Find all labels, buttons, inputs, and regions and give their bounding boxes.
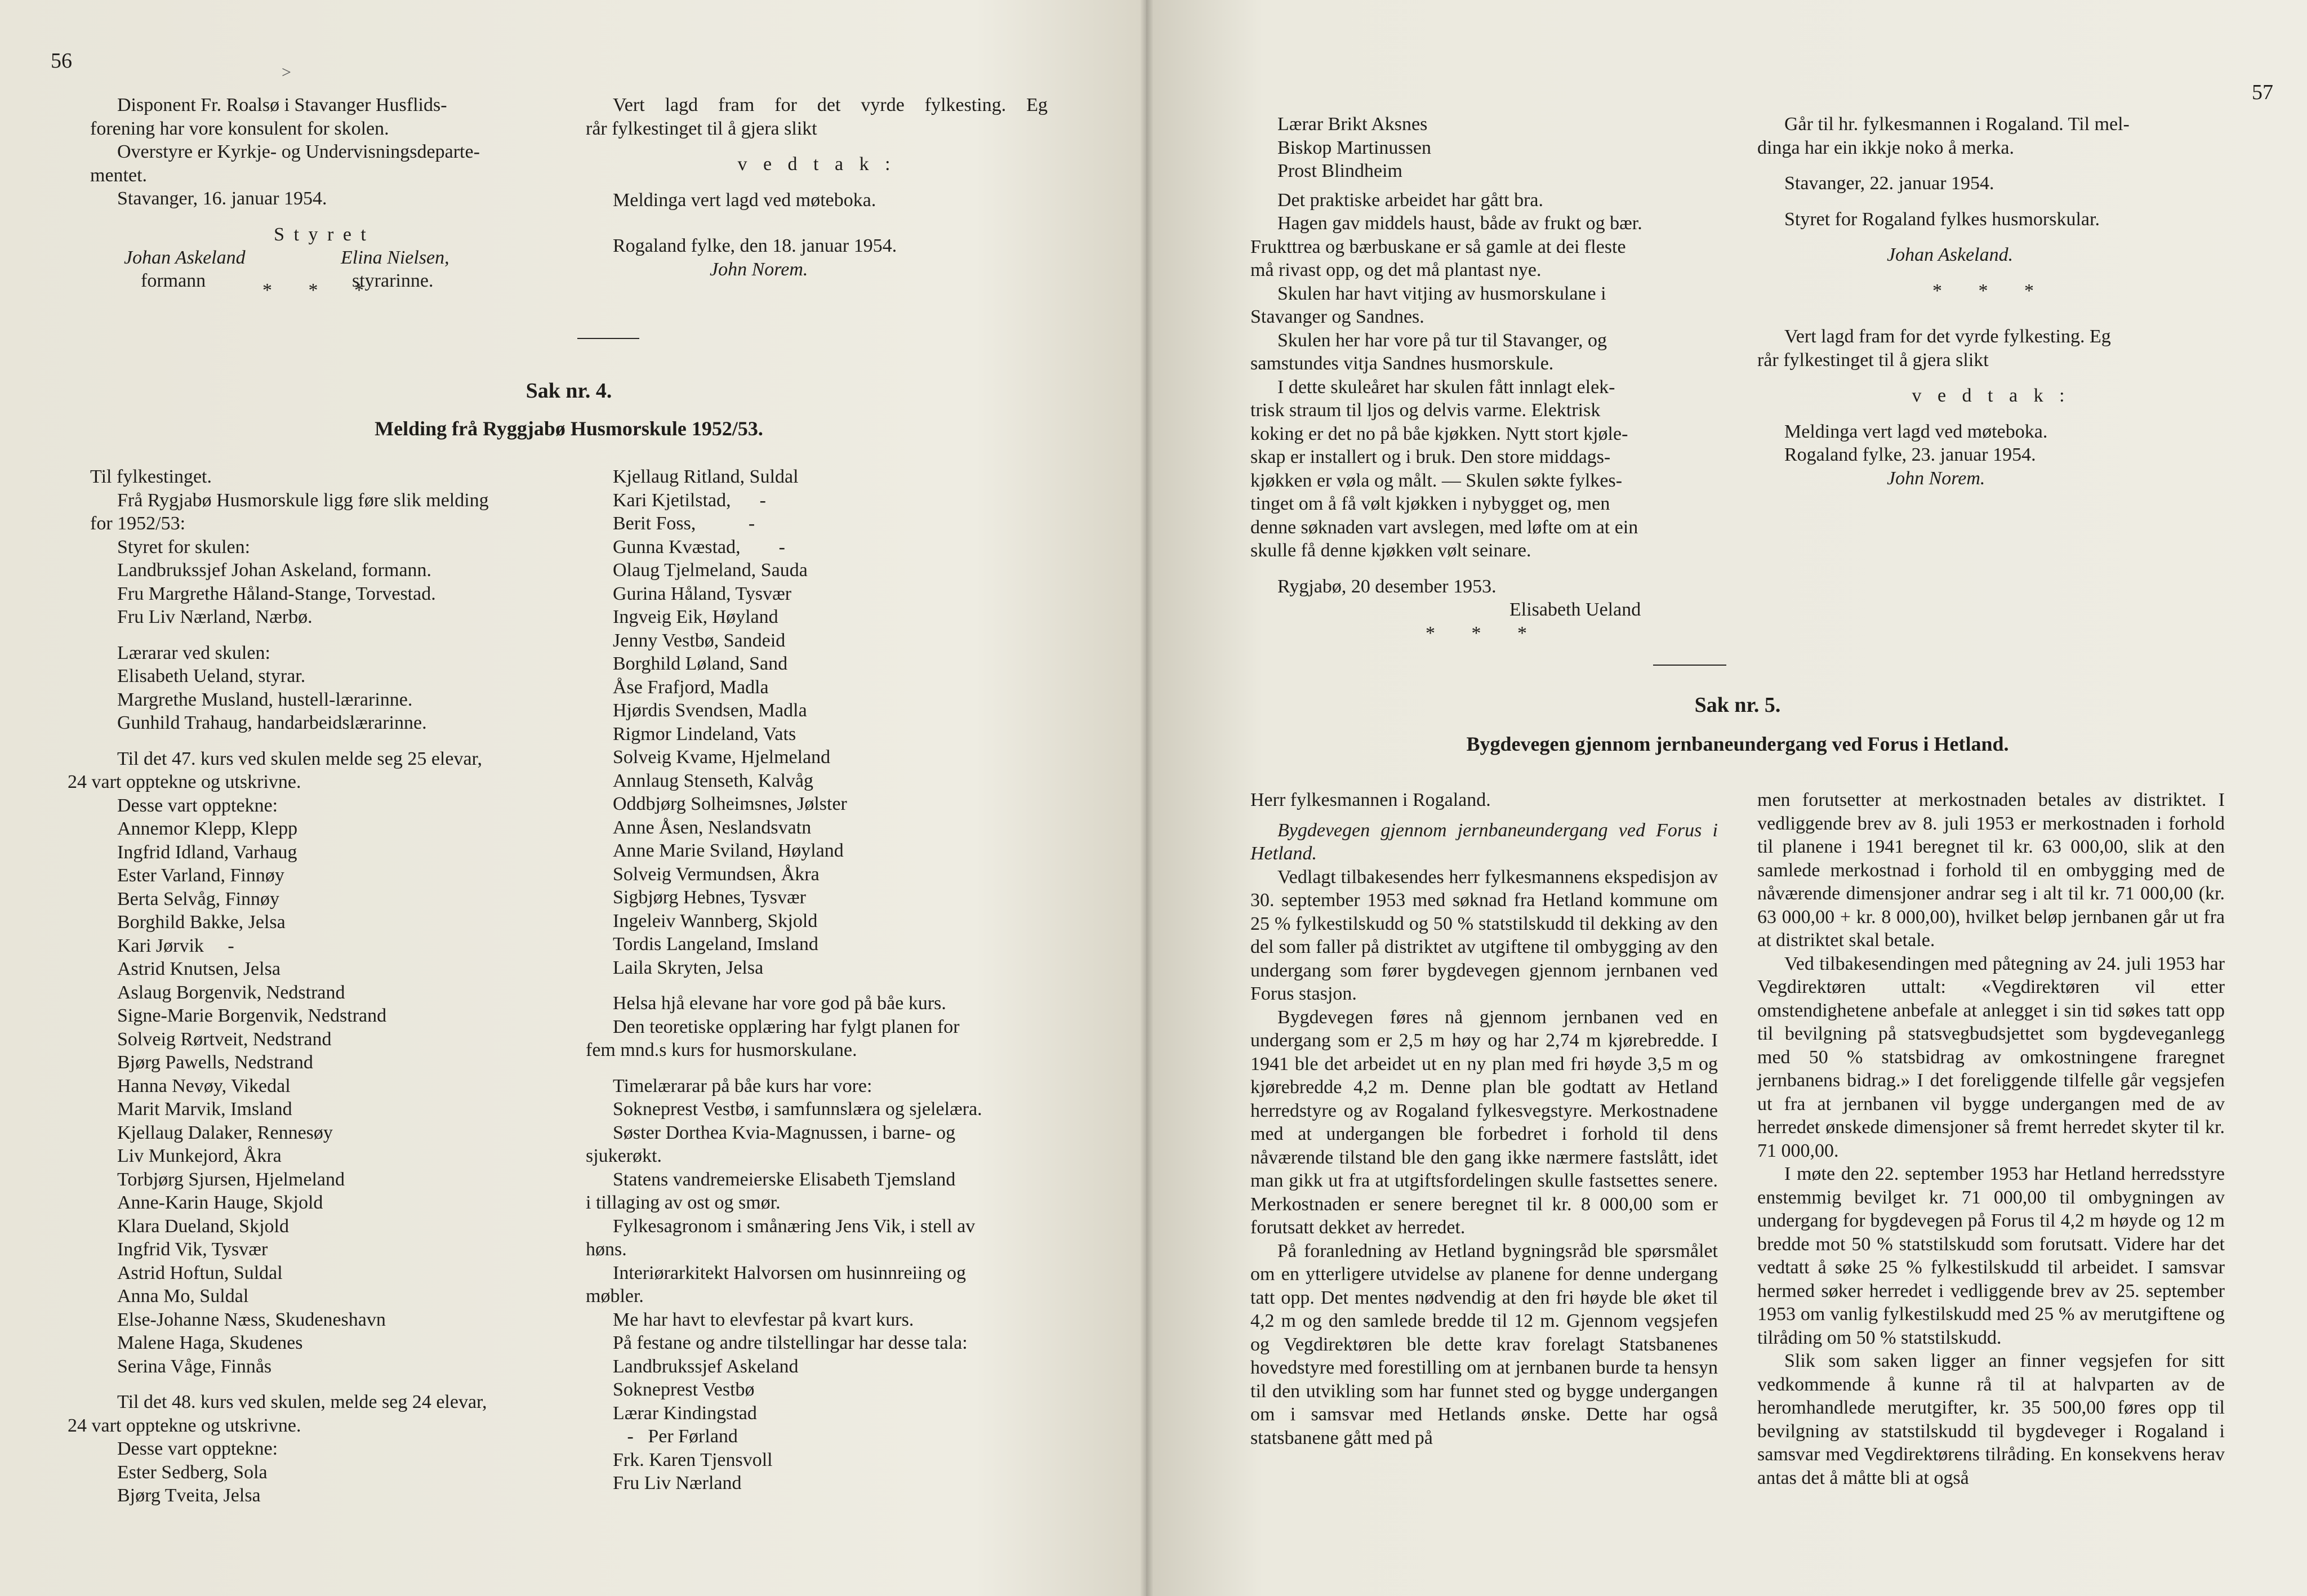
text-line: Interiørarkitekt Halvorsen om husinnreiing og xyxy=(613,1262,966,1283)
text-line: Vert lagd fram for det vyrde fylkesting. Eg xyxy=(1784,326,2111,347)
text-line: forening har vore konsulent for skolen. xyxy=(90,118,389,139)
text-line: for 1952/53: xyxy=(90,513,186,534)
paragraph: Bygdevegen føres nå gjennom jernbanen ved en undergang som er 2,5 m høy og har 2,74 m kjørebredde. I 1941 ble det arbeidet ut en ny plan med fri høyde 3,5 m og kjørebredde 4,2 m. Denne plan ble godtatt av Hetland herredstyre og av Rogaland fylkesvegstyre. Merkostnadene med at undergangen ble forbedret i forhold til dens nåværende tilstand ble den gang ikke nærmere fastslått, idet man gikk ut fra at utgiftsfordelingen skulle fastsettes senere. Merkostnaden er senere beregnet til kr. 8 000,00 som er forutsatt dekket av herredet. xyxy=(1250,1006,1718,1238)
text-line: kjøkken er vøla og målt. — Skulen søkte fylkes- xyxy=(1250,470,1623,491)
list-item: Astrid Hoftun, Suldal xyxy=(117,1262,283,1283)
text-line: 24 vart opptekne og utskrivne. xyxy=(68,772,301,792)
right-col1-body xyxy=(1250,788,1718,1450)
list-item: Solveig Rørtveit, Nedstrand xyxy=(117,1028,332,1050)
list-item: Astrid Knutsen, Jelsa xyxy=(117,959,280,979)
text-line: dinga har ein ikkje noko å merka. xyxy=(1757,137,2015,158)
paragraph: men forutsetter at merkostnaden betales av distriktet. I vedliggende brev av 8. juli 1953 er merkostnaden i forhold til planene i 1941 beregnet til kr. 63 000,00, slik at den samlede merkostnad i forhold til en ombygging med de nåværende dimensjoner andrar seg i alt til kr. 71 000,00 (kr. 63 000,00 + kr. 8 000,00), hvilket beløp jernbanen går ut fra at distriktet skal betale. xyxy=(1757,790,2225,951)
paragraph: På foranledning av Hetland bygningsråd ble spørsmålet om en ytterligere utvidelse av planene for denne undergang tatt opp. Det mentes nødvendig at den fri høyde ble øket til 4,2 m og den samlede bredde til 12 m. Gjennom vegsjefen og Vegdirektøren ble dette krav forelagt Statsbanenes hovedstyre med forestilling om at jernbanen burde ta hensyn til den utvikling som har funnet sted og bygge undergangen om i samsvar med Hetlands ønske. Dette har også statsbanene gått med på xyxy=(1250,1240,1718,1448)
list-item: Biskop Martinussen xyxy=(1277,137,1431,158)
text-line: Timelærarar på båe kurs har vore: xyxy=(613,1075,872,1096)
text-line: skulle få denne kjøkken vølt seinare. xyxy=(1250,540,1531,561)
list-item: Gurina Håland, Tysvær xyxy=(613,583,792,604)
list-item: Berta Selvåg, Finnøy xyxy=(117,888,280,910)
separator-stars: * * * xyxy=(262,280,380,301)
signatory-name: Elisabeth Ueland xyxy=(1509,599,1641,620)
vedtak-label: v e d t a k : xyxy=(737,154,896,175)
text-line: Landbrukssjef Johan Askeland, formann. xyxy=(117,560,432,581)
text-line: Margrethe Musland, hustell-lærarinne. xyxy=(117,689,413,710)
list-item: Olaug Tjelmeland, Sauda xyxy=(613,560,808,581)
separator-stars: * * * xyxy=(1426,622,1543,644)
list-item: Kari Kjetilstad, - xyxy=(613,489,766,511)
date-line: Rogaland fylke, den 18. januar 1954. xyxy=(613,235,897,256)
text-line: 24 vart opptekne og utskrivne. xyxy=(68,1415,301,1436)
text-line: høns. xyxy=(586,1239,627,1260)
sak-title: Bygdevegen gjennom jernbaneundergang ved Forus i Hetland. xyxy=(1466,733,2009,755)
text-line: Frå Rygjabø Husmorskule ligg føre slik melding xyxy=(117,489,489,511)
list-item: Borghild Bakke, Jelsa xyxy=(117,912,286,933)
list-item: Else-Johanne Næss, Skudeneshavn xyxy=(117,1309,386,1330)
text-line: Går til hr. fylkesmannen i Rogaland. Til mel- xyxy=(1784,114,2130,135)
text-line: Hagen gav middels haust, både av frukt og bær. xyxy=(1277,213,1642,234)
text-line: Til det 47. kurs ved skulen melde seg 25 elevar, xyxy=(117,748,482,769)
list-item: Liv Munkejord, Åkra xyxy=(117,1145,282,1166)
left-page xyxy=(0,0,1146,1596)
text-line: Gunhild Trahaug, handarbeidslærarinne. xyxy=(117,712,427,733)
pencil-mark: > xyxy=(282,63,291,82)
list-item: Fru Liv Nærland xyxy=(613,1473,742,1494)
text-line: Elisabeth Ueland, styrar. xyxy=(117,666,306,686)
text-line: rår fylkestinget til å gjera slikt xyxy=(586,118,817,139)
list-item: Ingfrid Idland, Varhaug xyxy=(117,841,297,863)
paragraph: Vedlagt tilbakesendes herr fylkesmannens ekspedisjon av 30. september 1953 med søknad fra Hetland kommune om 25 % fylkestilskudd og 50 % statstilskudd til dekking av den del som faller på distriktet av utgiftene til ombygging av den undergang som fører bygdevegen gjennom jernbanen ved Forus stasjon. xyxy=(1250,866,1718,1004)
list-item: Sokneprest Vestbø xyxy=(613,1379,755,1400)
list-item: Sigbjørg Hebnes, Tysvær xyxy=(613,887,806,908)
paragraph: I møte den 22. september 1953 har Hetland herredsstyre enstemmig bevilget kr. 71 000,00 til ombygningen av undergang for bygdevegen på Forus til 4,2 m høyde og 12 m bredde mot 50 % statstilskudd som forutsatt. Videre har det vedtatt å søke 25 % fylkestilskudd til arbeidet. I samsvar hermed søker herredet i vedliggende brev av 25. september 1953 om vanlig fylkestilskudd med 25 % av merutgiftene og tilråding om 50 % statstilskudd. xyxy=(1757,1163,2225,1348)
list-item: Lærar Brikt Aksnes xyxy=(1277,114,1428,135)
list-item: Annemor Klepp, Klepp xyxy=(117,818,298,839)
text-line: samstundes vitja Sandnes husmorskule. xyxy=(1250,353,1554,374)
date-line: Stavanger, 22. januar 1954. xyxy=(1784,173,1994,194)
text-line: sjukerøkt. xyxy=(586,1145,662,1166)
list-item: Solveig Kvame, Hjelmeland xyxy=(613,747,831,768)
text-line: Fru Margrethe Håland-Stange, Torvestad. xyxy=(117,583,436,604)
list-item: Serina Våge, Finnås xyxy=(117,1356,272,1377)
sak-title: Melding frå Ryggjabø Husmorskule 1952/53. xyxy=(375,417,763,440)
text-line: Me har havt to elevfestar på kvart kurs. xyxy=(613,1309,914,1330)
text-line: Styret for skulen: xyxy=(117,536,251,558)
paragraph: Ved tilbakesendingen med påtegning av 24. juli 1953 har Vegdirektøren uttalt: «Vegdirektøren vil etter omstendighetene anbefale at anlegget i sin tid søkes tatt opp til bevilgning på statsvegbudsjettet som bygdeveganlegg med 50 % statsbidrag av omkostningene fraregnet jernbanens bidrag.» I det foreliggende tilfelle går vegsjefen ut fra at jernbanen vil bygge undergangen med de av herredet ønskede dimensjoner så fremt herredet skyter til kr. 71 000,00. xyxy=(1757,953,2225,1161)
list-item: Bjørg Pawells, Nedstrand xyxy=(117,1052,313,1073)
vedtak-label: v e d t a k : xyxy=(1912,385,2070,406)
paragraph: Slik som saken ligger an finner vegsjefen for sitt vedkommende å kunne rå til at halvparten av de heromhandlede merutgifter, kr. 35 500,00 føres opp til bevilgning av statstilskudd til bygdeveger i Rogaland i samsvar med Vegdirektørens tilråding. En konsekvens herav antas det å måtte bli at også xyxy=(1757,1350,2225,1488)
signature-heading: S t y r e t xyxy=(274,224,368,245)
signatory-name: Elina Nielsen, xyxy=(341,247,449,268)
text-line: Skulen har havt vitjing av husmorskulane i xyxy=(1277,283,1606,304)
left-col2-body xyxy=(586,465,1048,1495)
text-line: Til det 48. kurs ved skulen, melde seg 24 elevar, xyxy=(117,1392,487,1412)
list-item: Solveig Vermundsen, Åkra xyxy=(613,863,820,885)
left-col1-body xyxy=(68,465,552,1508)
text-line: Statens vandremeierske Elisabeth Tjemsland xyxy=(613,1169,956,1190)
text-line: Desse vart opptekne: xyxy=(117,1438,278,1459)
text-line: Sokneprest Vestbø, i samfunnslæra og sjelelæra. xyxy=(613,1099,982,1120)
left-col1-top xyxy=(90,93,552,302)
text-line: Vert lagd fram for det vyrde fylkesting. Eg xyxy=(613,95,1048,115)
text-line: denne søknaden vart avslegen, med løfte om at ein xyxy=(1250,516,1638,538)
date-line: Rygjabø, 20 desember 1953. xyxy=(1277,576,1497,597)
list-item: Tordis Langeland, Imsland xyxy=(613,934,818,955)
list-item: Landbrukssjef Askeland xyxy=(613,1356,799,1377)
text-line: I dette skuleåret har skulen fått innlagt elek- xyxy=(1277,376,1615,398)
list-item: Aslaug Borgenvik, Nedstrand xyxy=(117,982,345,1003)
text-line: Den teoretiske opplæring har fylgt planen for xyxy=(613,1016,960,1037)
text-line: Desse vart opptekne: xyxy=(117,795,278,816)
text-line: mentet. xyxy=(90,164,148,186)
separator-stars: * * * xyxy=(1932,280,2050,301)
book-gutter xyxy=(1141,0,1153,1596)
text-line: koking er det no på båe kjøkken. Nytt stort kjøle- xyxy=(1250,423,1628,444)
text-line: i tillaging av ost og smør. xyxy=(586,1192,781,1213)
list-item: Ingfrid Vik, Tysvær xyxy=(117,1239,268,1260)
text-line: Overstyre er Kyrkje- og Undervisningsdeparte- xyxy=(117,141,480,162)
sak-heading: Sak nr. 5. xyxy=(1694,693,1781,717)
list-item: Signe-Marie Borgenvik, Nedstrand xyxy=(117,1005,387,1026)
list-item: Bjørg Tveita, Jelsa xyxy=(117,1485,261,1506)
signatory-role: styrarinne. xyxy=(352,270,434,291)
text-line: skap er installert og i bruk. Den store middags- xyxy=(1250,447,1611,467)
text-line: tinget om å få vølt kjøkken i nybygget og, men xyxy=(1250,493,1610,514)
list-item: Gunna Kvæstad, - xyxy=(613,536,785,558)
list-item: Anna Mo, Suldal xyxy=(117,1286,249,1307)
page-number-right: 57 xyxy=(2252,81,2273,104)
separator-rule xyxy=(1653,665,1726,666)
list-item: Anne Åsen, Neslandsvatn xyxy=(613,817,812,838)
list-item: Marit Marvik, Imsland xyxy=(117,1099,292,1120)
list-item: Ester Sedberg, Sola xyxy=(117,1461,268,1483)
list-item: Rigmor Lindeland, Vats xyxy=(613,723,796,744)
list-item: Annlaug Stenseth, Kalvåg xyxy=(613,770,813,791)
reference-line: Bygdevegen gjennom jernbaneundergang ved Forus i Hetland. xyxy=(1250,819,1718,864)
text-line: På festane og andre tilstellingar har desse tala: xyxy=(613,1332,968,1353)
page-number-left: 56 xyxy=(51,49,72,73)
list-item: Malene Haga, Skudenes xyxy=(117,1332,303,1353)
list-item: Kjellaug Ritland, Suldal xyxy=(613,466,799,487)
text-line: møbler. xyxy=(586,1286,644,1307)
text-line: rår fylkestinget til å gjera slikt xyxy=(1757,349,1989,371)
list-item: Kari Jørvik - xyxy=(117,935,234,956)
text-line: Meldinga vert lagd ved møteboka. xyxy=(613,189,876,211)
signatory-name: John Norem. xyxy=(1887,467,1985,489)
separator-rule xyxy=(577,338,639,339)
right-col2-body xyxy=(1757,788,2225,1490)
left-col2-top xyxy=(586,93,1048,281)
list-item: Torbjørg Sjursen, Hjelmeland xyxy=(117,1169,345,1190)
text-line: må rivast opp, og det må plantast nye. xyxy=(1250,260,1542,280)
right-col1-top xyxy=(1250,113,1718,645)
list-item: Anne Marie Sviland, Høyland xyxy=(613,840,844,861)
list-item: Oddbjørg Solheimsnes, Jølster xyxy=(613,793,847,814)
list-item: Frk. Karen Tjensvoll xyxy=(613,1449,773,1470)
list-item: Klara Dueland, Skjold xyxy=(117,1215,289,1237)
text-line: Lærarar ved skulen: xyxy=(117,642,270,663)
text-line: Helsa hjå elevane har vore god på båe kurs. xyxy=(613,993,946,1014)
list-item: Anne-Karin Hauge, Skjold xyxy=(117,1192,323,1213)
date-line: Rogaland fylke, 23. januar 1954. xyxy=(1784,444,2036,465)
text-line: Disponent Fr. Roalsø i Stavanger Husflids- xyxy=(117,95,447,115)
date-line: Stavanger, 16. januar 1954. xyxy=(117,188,327,209)
list-item: Hjørdis Svendsen, Madla xyxy=(613,700,807,721)
list-item: Berit Foss, - xyxy=(613,513,755,534)
signatory-name: Johan Askeland xyxy=(124,247,246,268)
right-col2-top xyxy=(1757,113,2225,490)
text-line: Meldinga vert lagd ved møteboka. xyxy=(1784,421,2048,442)
text-line: Det praktiske arbeidet har gått bra. xyxy=(1277,189,1544,211)
list-item: Prost Blindheim xyxy=(1277,161,1402,181)
text-line: Fru Liv Nærland, Nærbø. xyxy=(117,607,313,627)
list-item: Ingeleiv Wannberg, Skjold xyxy=(613,910,818,931)
text-line: Styret for Rogaland fylkes husmorskular. xyxy=(1784,208,2100,230)
text-line: Til fylkestinget. xyxy=(90,466,212,487)
text-line: Skulen her har vore på tur til Stavanger, og xyxy=(1277,329,1607,351)
list-item: Hanna Nevøy, Vikedal xyxy=(117,1075,291,1096)
right-page xyxy=(1146,0,2307,1596)
signatory-name: John Norem. xyxy=(710,258,808,280)
text-line: trisk straum til ljos og delvis varme. Elektrisk xyxy=(1250,400,1601,421)
list-item: Jenny Vestbø, Sandeid xyxy=(613,630,786,651)
list-item: Laila Skryten, Jelsa xyxy=(613,957,764,978)
sak-heading: Sak nr. 4. xyxy=(525,379,612,403)
signatory-name: Johan Askeland. xyxy=(1887,244,2014,265)
signatory-role: formann xyxy=(141,270,206,291)
text-line: Søster Dorthea Kvia-Magnussen, i barne- og xyxy=(613,1122,956,1143)
list-item: Borghild Løland, Sand xyxy=(613,653,788,674)
text-line: Stavanger og Sandnes. xyxy=(1250,306,1424,327)
text-line: Frukttrea og bærbuskane er så gamle at dei fleste xyxy=(1250,236,1626,257)
list-item: Lærar Kindingstad xyxy=(613,1402,757,1424)
list-item: Ester Varland, Finnøy xyxy=(117,865,284,886)
list-item: - Per Førland xyxy=(613,1426,738,1447)
list-item: Kjellaug Dalaker, Rennesøy xyxy=(117,1122,333,1143)
text-line: Fylkesagronom i smånæring Jens Vik, i stell av xyxy=(613,1215,976,1237)
text-line: fem mnd.s kurs for husmorskulane. xyxy=(586,1040,857,1060)
list-item: Ingveig Eik, Høyland xyxy=(613,607,778,627)
list-item: Åse Frafjord, Madla xyxy=(613,676,769,698)
text-line: Herr fylkesmannen i Rogaland. xyxy=(1250,790,1491,810)
